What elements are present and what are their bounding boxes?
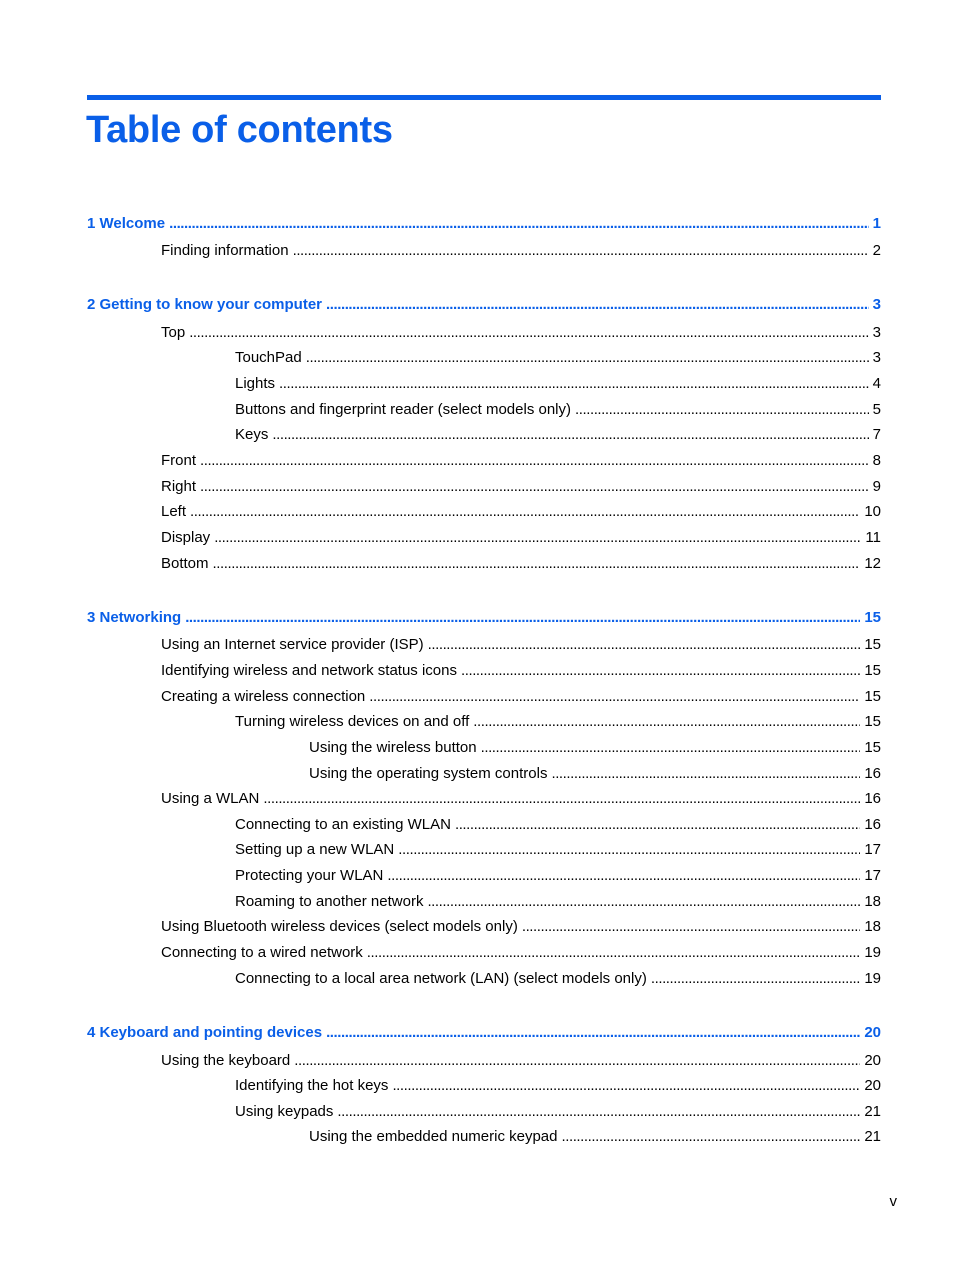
toc-entry-page: 19 xyxy=(864,970,881,987)
toc-entry-label: 1 Welcome xyxy=(87,215,166,232)
toc-dot-leader xyxy=(461,661,860,681)
toc-dot-leader xyxy=(473,712,860,732)
toc-entry[interactable] xyxy=(161,323,881,343)
toc-dot-leader xyxy=(367,943,861,963)
toc-entry-label: Using the embedded numeric keypad xyxy=(309,1128,558,1145)
toc-dot-leader xyxy=(427,892,860,912)
toc-dot-leader xyxy=(279,374,869,394)
toc-entry-label: Left xyxy=(161,503,187,520)
toc-entry-label: 2 Getting to know your computer xyxy=(87,296,323,313)
toc-entry[interactable] xyxy=(161,687,881,707)
toc-dot-leader xyxy=(481,738,861,758)
page-title: Table of contents xyxy=(86,109,393,151)
toc-entry-page: 7 xyxy=(872,426,881,443)
toc-entry-page: 3 xyxy=(872,324,881,341)
toc-entry[interactable] xyxy=(309,764,881,784)
toc-entry-label: Using keypads xyxy=(235,1103,334,1120)
toc-entry-label: Connecting to a wired network xyxy=(161,944,363,961)
toc-entry-label: Top xyxy=(161,324,186,341)
toc-entry-label: Identifying the hot keys xyxy=(235,1077,389,1094)
toc-entry[interactable] xyxy=(161,661,881,681)
toc-entry-page: 16 xyxy=(864,816,881,833)
toc-entry-page: 1 xyxy=(872,215,881,232)
toc-entry-label: Using a WLAN xyxy=(161,790,260,807)
toc-chapter[interactable] xyxy=(87,608,881,628)
toc-entry-page: 12 xyxy=(864,555,881,572)
toc-entry[interactable] xyxy=(235,374,881,394)
toc-dot-leader xyxy=(200,477,869,497)
toc-dot-leader xyxy=(369,687,860,707)
toc-dot-leader xyxy=(293,241,869,261)
toc-entry[interactable] xyxy=(161,1051,881,1071)
toc-dot-leader xyxy=(190,502,860,522)
toc-dot-leader xyxy=(551,764,860,784)
toc-dot-leader xyxy=(522,917,860,937)
toc-entry-label: Using the wireless button xyxy=(309,739,477,756)
toc-entry[interactable] xyxy=(235,1076,881,1096)
toc-dot-leader xyxy=(263,789,860,809)
toc-entry[interactable] xyxy=(235,1102,881,1122)
toc-entry-label: Keys xyxy=(235,426,269,443)
toc-entry-label: Using an Internet service provider (ISP) xyxy=(161,636,424,653)
toc-entry-label: Identifying wireless and network status icons xyxy=(161,662,457,679)
toc-entry-label: Creating a wireless connection xyxy=(161,688,366,705)
toc-entry-label: Lights xyxy=(235,375,276,392)
toc-dot-leader xyxy=(213,554,861,574)
toc-entry-page: 17 xyxy=(864,841,881,858)
toc-entry-page: 8 xyxy=(872,452,881,469)
toc-entry[interactable] xyxy=(161,789,881,809)
toc-entry-page: 11 xyxy=(865,529,881,546)
toc-entry-label: Using the operating system controls xyxy=(309,765,548,782)
toc-dot-leader xyxy=(651,969,860,989)
toc-dot-leader xyxy=(326,295,869,315)
toc-dot-leader xyxy=(326,1023,860,1043)
toc-entry-page: 20 xyxy=(864,1024,881,1041)
toc-entry-label: Front xyxy=(161,452,197,469)
toc-dot-leader xyxy=(200,451,869,471)
toc-entry-label: Setting up a new WLAN xyxy=(235,841,395,858)
toc-entry-page: 16 xyxy=(864,790,881,807)
toc-entry-page: 9 xyxy=(872,478,881,495)
toc-entry-label: Protecting your WLAN xyxy=(235,867,384,884)
toc-entry[interactable] xyxy=(161,554,881,574)
toc-dot-leader xyxy=(398,840,860,860)
toc-entry[interactable] xyxy=(235,866,881,886)
toc-entry-label: Using the keyboard xyxy=(161,1052,291,1069)
toc-entry[interactable] xyxy=(235,348,881,368)
toc-entry[interactable] xyxy=(235,969,881,989)
toc-entry-page: 15 xyxy=(864,662,881,679)
toc-entry-label: Bottom xyxy=(161,555,209,572)
toc-entry-page: 15 xyxy=(864,688,881,705)
toc-dot-leader xyxy=(455,815,860,835)
toc-entry[interactable] xyxy=(235,425,881,445)
toc-entry[interactable] xyxy=(161,917,881,937)
toc-entry-page: 15 xyxy=(864,713,881,730)
toc-dot-leader xyxy=(272,425,868,445)
toc-entry-page: 15 xyxy=(864,636,881,653)
toc-entry-page: 20 xyxy=(864,1052,881,1069)
toc-entry[interactable] xyxy=(235,840,881,860)
toc-chapter[interactable] xyxy=(87,295,881,315)
toc-entry[interactable] xyxy=(235,400,881,420)
toc-dot-leader xyxy=(387,866,860,886)
toc-dot-leader xyxy=(189,323,868,343)
toc-entry-label: Using Bluetooth wireless devices (select models only) xyxy=(161,918,518,935)
toc-entry-page: 16 xyxy=(864,765,881,782)
toc-entry-page: 18 xyxy=(864,893,881,910)
toc-entry-page: 15 xyxy=(864,739,881,756)
toc-entry-page: 20 xyxy=(864,1077,881,1094)
toc-entry-label: 4 Keyboard and pointing devices xyxy=(87,1024,323,1041)
toc-entry-label: Finding information xyxy=(161,242,289,259)
toc-entry-label: Turning wireless devices on and off xyxy=(235,713,470,730)
toc-entry[interactable] xyxy=(161,502,881,522)
toc-dot-leader xyxy=(337,1102,860,1122)
toc-entry[interactable] xyxy=(309,1127,881,1147)
toc-entry[interactable] xyxy=(161,528,881,548)
page-number: v xyxy=(889,1193,897,1210)
toc-dot-leader xyxy=(169,214,869,234)
toc-entry-label: Connecting to an existing WLAN xyxy=(235,816,451,833)
toc-entry[interactable] xyxy=(161,451,881,471)
toc-entry-label: Roaming to another network xyxy=(235,893,424,910)
toc-entry-page: 15 xyxy=(864,609,881,626)
toc-entry-label: Connecting to a local area network (LAN) (select models only) xyxy=(235,970,647,987)
toc-entry[interactable] xyxy=(235,712,881,732)
toc-chapter[interactable] xyxy=(87,214,881,234)
toc-entry-label: Display xyxy=(161,529,211,546)
toc-entry-label: Right xyxy=(161,478,197,495)
toc-entry[interactable] xyxy=(161,477,881,497)
toc-entry-page: 21 xyxy=(864,1128,881,1145)
toc-entry[interactable] xyxy=(161,241,881,261)
toc-dot-leader xyxy=(306,348,869,368)
toc-entry-page: 3 xyxy=(872,296,881,313)
toc-entry[interactable] xyxy=(235,815,881,835)
toc-entry[interactable] xyxy=(161,943,881,963)
toc-dot-leader xyxy=(214,528,861,548)
toc-entry-page: 21 xyxy=(864,1103,881,1120)
toc-dot-leader xyxy=(575,400,869,420)
toc-entry-page: 2 xyxy=(872,242,881,259)
toc-dot-leader xyxy=(392,1076,860,1096)
toc-entry[interactable] xyxy=(235,892,881,912)
toc-entry[interactable] xyxy=(161,635,881,655)
toc-dot-leader xyxy=(561,1127,860,1147)
toc-dot-leader xyxy=(294,1051,860,1071)
toc-entry-page: 5 xyxy=(872,401,881,418)
toc-entry-label: TouchPad xyxy=(235,349,302,366)
toc-entry-page: 17 xyxy=(864,867,881,884)
toc-entry-label: Buttons and fingerprint reader (select models only) xyxy=(235,401,572,418)
toc-dot-leader xyxy=(428,635,861,655)
toc-entry-page: 18 xyxy=(864,918,881,935)
toc-dot-leader xyxy=(185,608,860,628)
toc-entry[interactable] xyxy=(309,738,881,758)
toc-entry-page: 10 xyxy=(864,503,881,520)
toc-entry-page: 4 xyxy=(872,375,881,392)
toc-entry-page: 3 xyxy=(872,349,881,366)
toc-chapter[interactable] xyxy=(87,1023,881,1043)
toc-entry-page: 19 xyxy=(864,944,881,961)
toc-entry-label: 3 Networking xyxy=(87,609,182,626)
